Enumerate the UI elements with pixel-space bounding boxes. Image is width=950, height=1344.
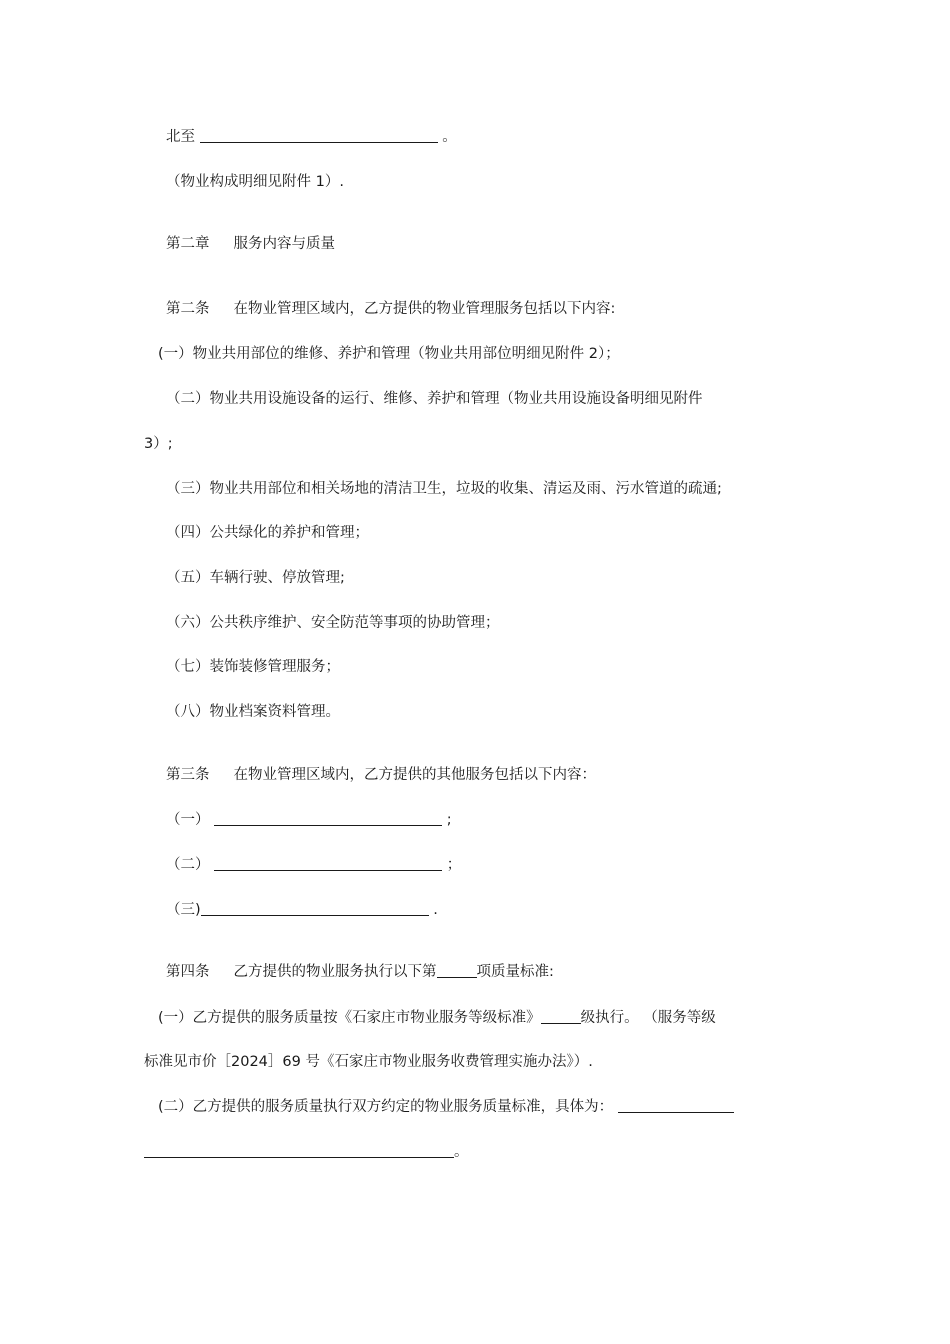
article3-blank-1[interactable] [214, 811, 442, 826]
article3-label: 第三条 [166, 767, 210, 783]
item-label: （一） [166, 812, 210, 828]
item-end: ; [446, 812, 452, 828]
north-blank[interactable] [200, 128, 438, 143]
article3-item-1 [166, 810, 452, 830]
article2-item-4: （四）公共绿化的养护和管理； [166, 525, 369, 541]
standard-number-blank[interactable] [437, 963, 477, 978]
article3-item-2 [166, 855, 461, 875]
article2-item-6: （六）公共秩序维护、安全防范等事项的协助管理； [166, 615, 500, 631]
item1-before: (一）乙方提供的服务质量按《石家庄市物业服务等级标准》 [158, 1010, 541, 1026]
article3-blank-2[interactable] [214, 856, 442, 871]
article4-item-2-cont [144, 1142, 469, 1162]
north-end: 。 [442, 129, 457, 145]
item-label: （三) [166, 902, 201, 918]
article4-label: 第四条 [166, 964, 210, 980]
composition-note: （物业构成明细见附件 1）. [166, 174, 344, 190]
article2-item-7: （七）装饰装修管理服务； [166, 659, 340, 675]
article2-heading [166, 299, 615, 319]
article3-blank-3[interactable] [201, 901, 429, 916]
item-end: . [433, 902, 438, 918]
north-label: 北至 [166, 129, 195, 145]
chapter-heading [166, 234, 335, 254]
item1-after: 级执行。 （服务等级 [580, 1010, 716, 1026]
article4-item-1-cont: 标准见市价［2024］69 号《石家庄市物业服务收费管理实施办法》）. [144, 1054, 593, 1070]
standard-detail-blank-2[interactable] [144, 1143, 454, 1158]
item2-before: (二）乙方提供的服务质量执行双方约定的物业服务质量标准，具体为： [158, 1099, 614, 1115]
article4-text-after: 项质量标准: [476, 964, 554, 980]
north-boundary-line [166, 127, 457, 147]
article3-text: 在物业管理区域内，乙方提供的其他服务包括以下内容： [233, 767, 596, 783]
item2-end: 。 [454, 1144, 469, 1160]
article4-item-1 [158, 1008, 716, 1028]
article2-item-1: (一）物业共用部位的维修、养护和管理（物业共用部位明细见附件 2）； [158, 346, 620, 362]
article2-item-2: （二）物业共用设施设备的运行、维修、养护和管理（物业共用设施设备明细见附件 [166, 391, 703, 407]
article3-item-3 [166, 900, 438, 920]
chapter-title: 服务内容与质量 [233, 236, 335, 252]
item-end: ； [446, 857, 462, 873]
article4-item-2 [158, 1097, 734, 1117]
article2-item-3: （三）物业共用部位和相关场地的清洁卫生，垃圾的收集、清运及雨、污水管道的疏通; [166, 481, 722, 497]
article2-item-8: （八）物业档案资料管理。 [166, 704, 340, 720]
item-label: （二） [166, 857, 210, 873]
chapter-label: 第二章 [166, 236, 210, 252]
article2-text: 在物业管理区域内，乙方提供的物业管理服务包括以下内容: [233, 301, 616, 317]
standard-detail-blank-1[interactable] [618, 1098, 734, 1113]
article4-heading [166, 962, 554, 982]
grade-blank[interactable] [541, 1009, 581, 1024]
article4-text-before: 乙方提供的物业服务执行以下第 [233, 964, 437, 980]
article2-item-2-cont: 3）; [144, 436, 173, 452]
article2-label: 第二条 [166, 301, 210, 317]
article2-item-5: （五）车辆行驶、停放管理; [166, 570, 345, 586]
article3-heading [166, 765, 596, 785]
